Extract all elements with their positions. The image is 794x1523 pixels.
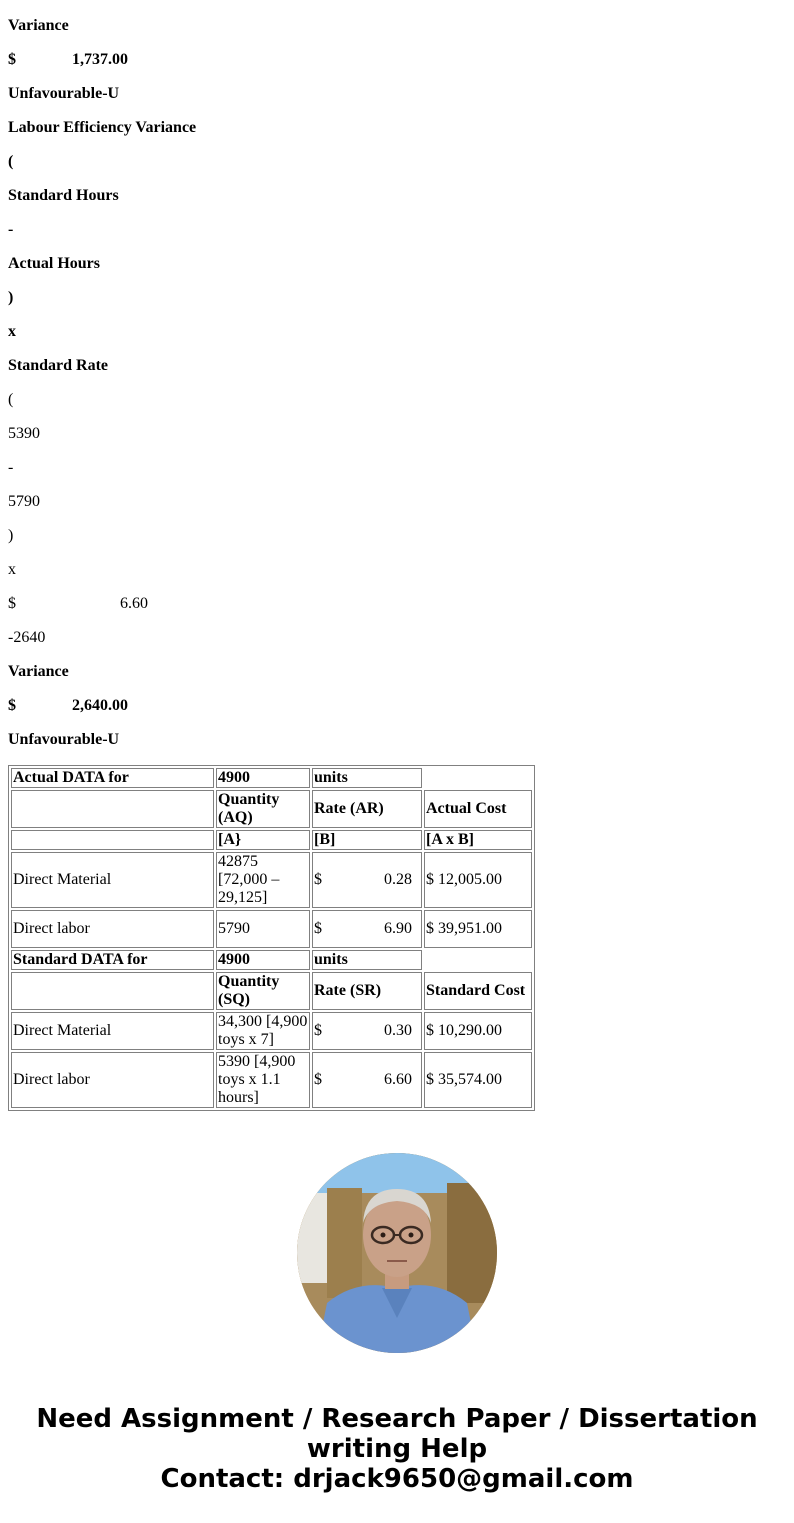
calc-standard-rate-value: $ 6.60 xyxy=(8,595,148,612)
standard-units-label: units xyxy=(312,950,422,970)
standard-title-row xyxy=(11,950,532,970)
calc-minus: - xyxy=(8,459,14,476)
row-label: Direct labor xyxy=(11,910,214,948)
row-quantity: 5390 [4,900 toys x 1.1 hours] xyxy=(216,1052,310,1108)
calc-times: x xyxy=(8,561,16,578)
standard-cost-header: Standard Cost xyxy=(424,972,532,1010)
formula-standard-hours: Standard Hours xyxy=(8,187,119,204)
actual-rate-header: Rate (AR) xyxy=(312,790,422,828)
row-cost: $ 35,574.00 xyxy=(424,1052,532,1108)
standard-rate-header: Rate (SR) xyxy=(312,972,422,1010)
row-quantity: 5790 xyxy=(216,910,310,948)
formula-actual-hours: Actual Hours xyxy=(8,255,100,272)
row-cost: $ 10,290.00 xyxy=(424,1012,532,1050)
row-rate: $ 0.28 xyxy=(312,852,422,908)
formula-open-paren: ( xyxy=(8,153,14,170)
unfavourable-label-2: Unfavourable-U xyxy=(8,731,120,748)
blank-cell xyxy=(11,972,214,1010)
actual-subheader-row xyxy=(11,830,532,850)
table-row xyxy=(11,1052,532,1108)
formula-standard-rate: Standard Rate xyxy=(8,357,109,374)
row-cost: $ 12,005.00 xyxy=(424,852,532,908)
actual-units-label: units xyxy=(312,768,422,788)
actual-title-row xyxy=(11,768,532,788)
table-row xyxy=(11,910,532,948)
actual-subheader-b: [B] xyxy=(312,830,422,850)
row-rate: $ 6.60 xyxy=(312,1052,422,1108)
footer-line-1: Need Assignment / Research Paper / Dissertation writing Help xyxy=(36,1404,758,1464)
variance-label-2: Variance xyxy=(8,663,69,680)
avatar xyxy=(297,1153,497,1353)
calc-close-paren: ) xyxy=(8,527,14,544)
variance-amount-2: $ 2,640.00 xyxy=(8,697,128,714)
row-rate: $ 6.90 xyxy=(312,910,422,948)
row-quantity: 42875 [72,000 – 29,125] xyxy=(216,852,310,908)
formula-times: x xyxy=(8,323,16,340)
actual-subheader-axb: [A x B] xyxy=(424,830,532,850)
empty-cell xyxy=(424,768,532,788)
formula-close-paren: ) xyxy=(8,289,14,306)
calc-result: -2640 xyxy=(8,629,46,646)
actual-subheader-a: [A} xyxy=(216,830,310,850)
actual-quantity-header: Quantity (AQ) xyxy=(216,790,310,828)
standard-header-row xyxy=(11,972,532,1010)
row-label: Direct Material xyxy=(11,852,214,908)
labour-efficiency-heading: Labour Efficiency Variance xyxy=(8,119,197,136)
cost-data-table xyxy=(8,765,535,1111)
variance-label-1: Variance xyxy=(8,17,69,34)
actual-header-row xyxy=(11,790,532,828)
portrait-icon xyxy=(297,1153,497,1353)
actual-units-value: 4900 xyxy=(216,768,310,788)
calc-standard-hours-value: 5390 xyxy=(8,425,40,442)
blank-cell xyxy=(11,830,214,850)
footer-promo xyxy=(0,1404,794,1494)
standard-title-cell: Standard DATA for xyxy=(11,950,214,970)
actual-cost-header: Actual Cost xyxy=(424,790,532,828)
blank-cell xyxy=(11,790,214,828)
variance-amount-1: $ 1,737.00 xyxy=(8,51,128,68)
row-label: Direct labor xyxy=(11,1052,214,1108)
row-label: Direct Material xyxy=(11,1012,214,1050)
row-quantity: 34,300 [4,900 toys x 7] xyxy=(216,1012,310,1050)
actual-title-cell: Actual DATA for xyxy=(11,768,214,788)
row-cost: $ 39,951.00 xyxy=(424,910,532,948)
table-row xyxy=(11,1012,532,1050)
standard-units-value: 4900 xyxy=(216,950,310,970)
formula-minus: - xyxy=(8,221,14,238)
unfavourable-label-1: Unfavourable-U xyxy=(8,85,120,102)
standard-quantity-header: Quantity (SQ) xyxy=(216,972,310,1010)
footer-contact: Contact: drjack9650@gmail.com xyxy=(160,1464,634,1494)
empty-cell xyxy=(424,950,532,970)
calc-open-paren: ( xyxy=(8,391,14,408)
row-rate: $ 0.30 xyxy=(312,1012,422,1050)
calc-actual-hours-value: 5790 xyxy=(8,493,40,510)
table-row xyxy=(11,852,532,908)
